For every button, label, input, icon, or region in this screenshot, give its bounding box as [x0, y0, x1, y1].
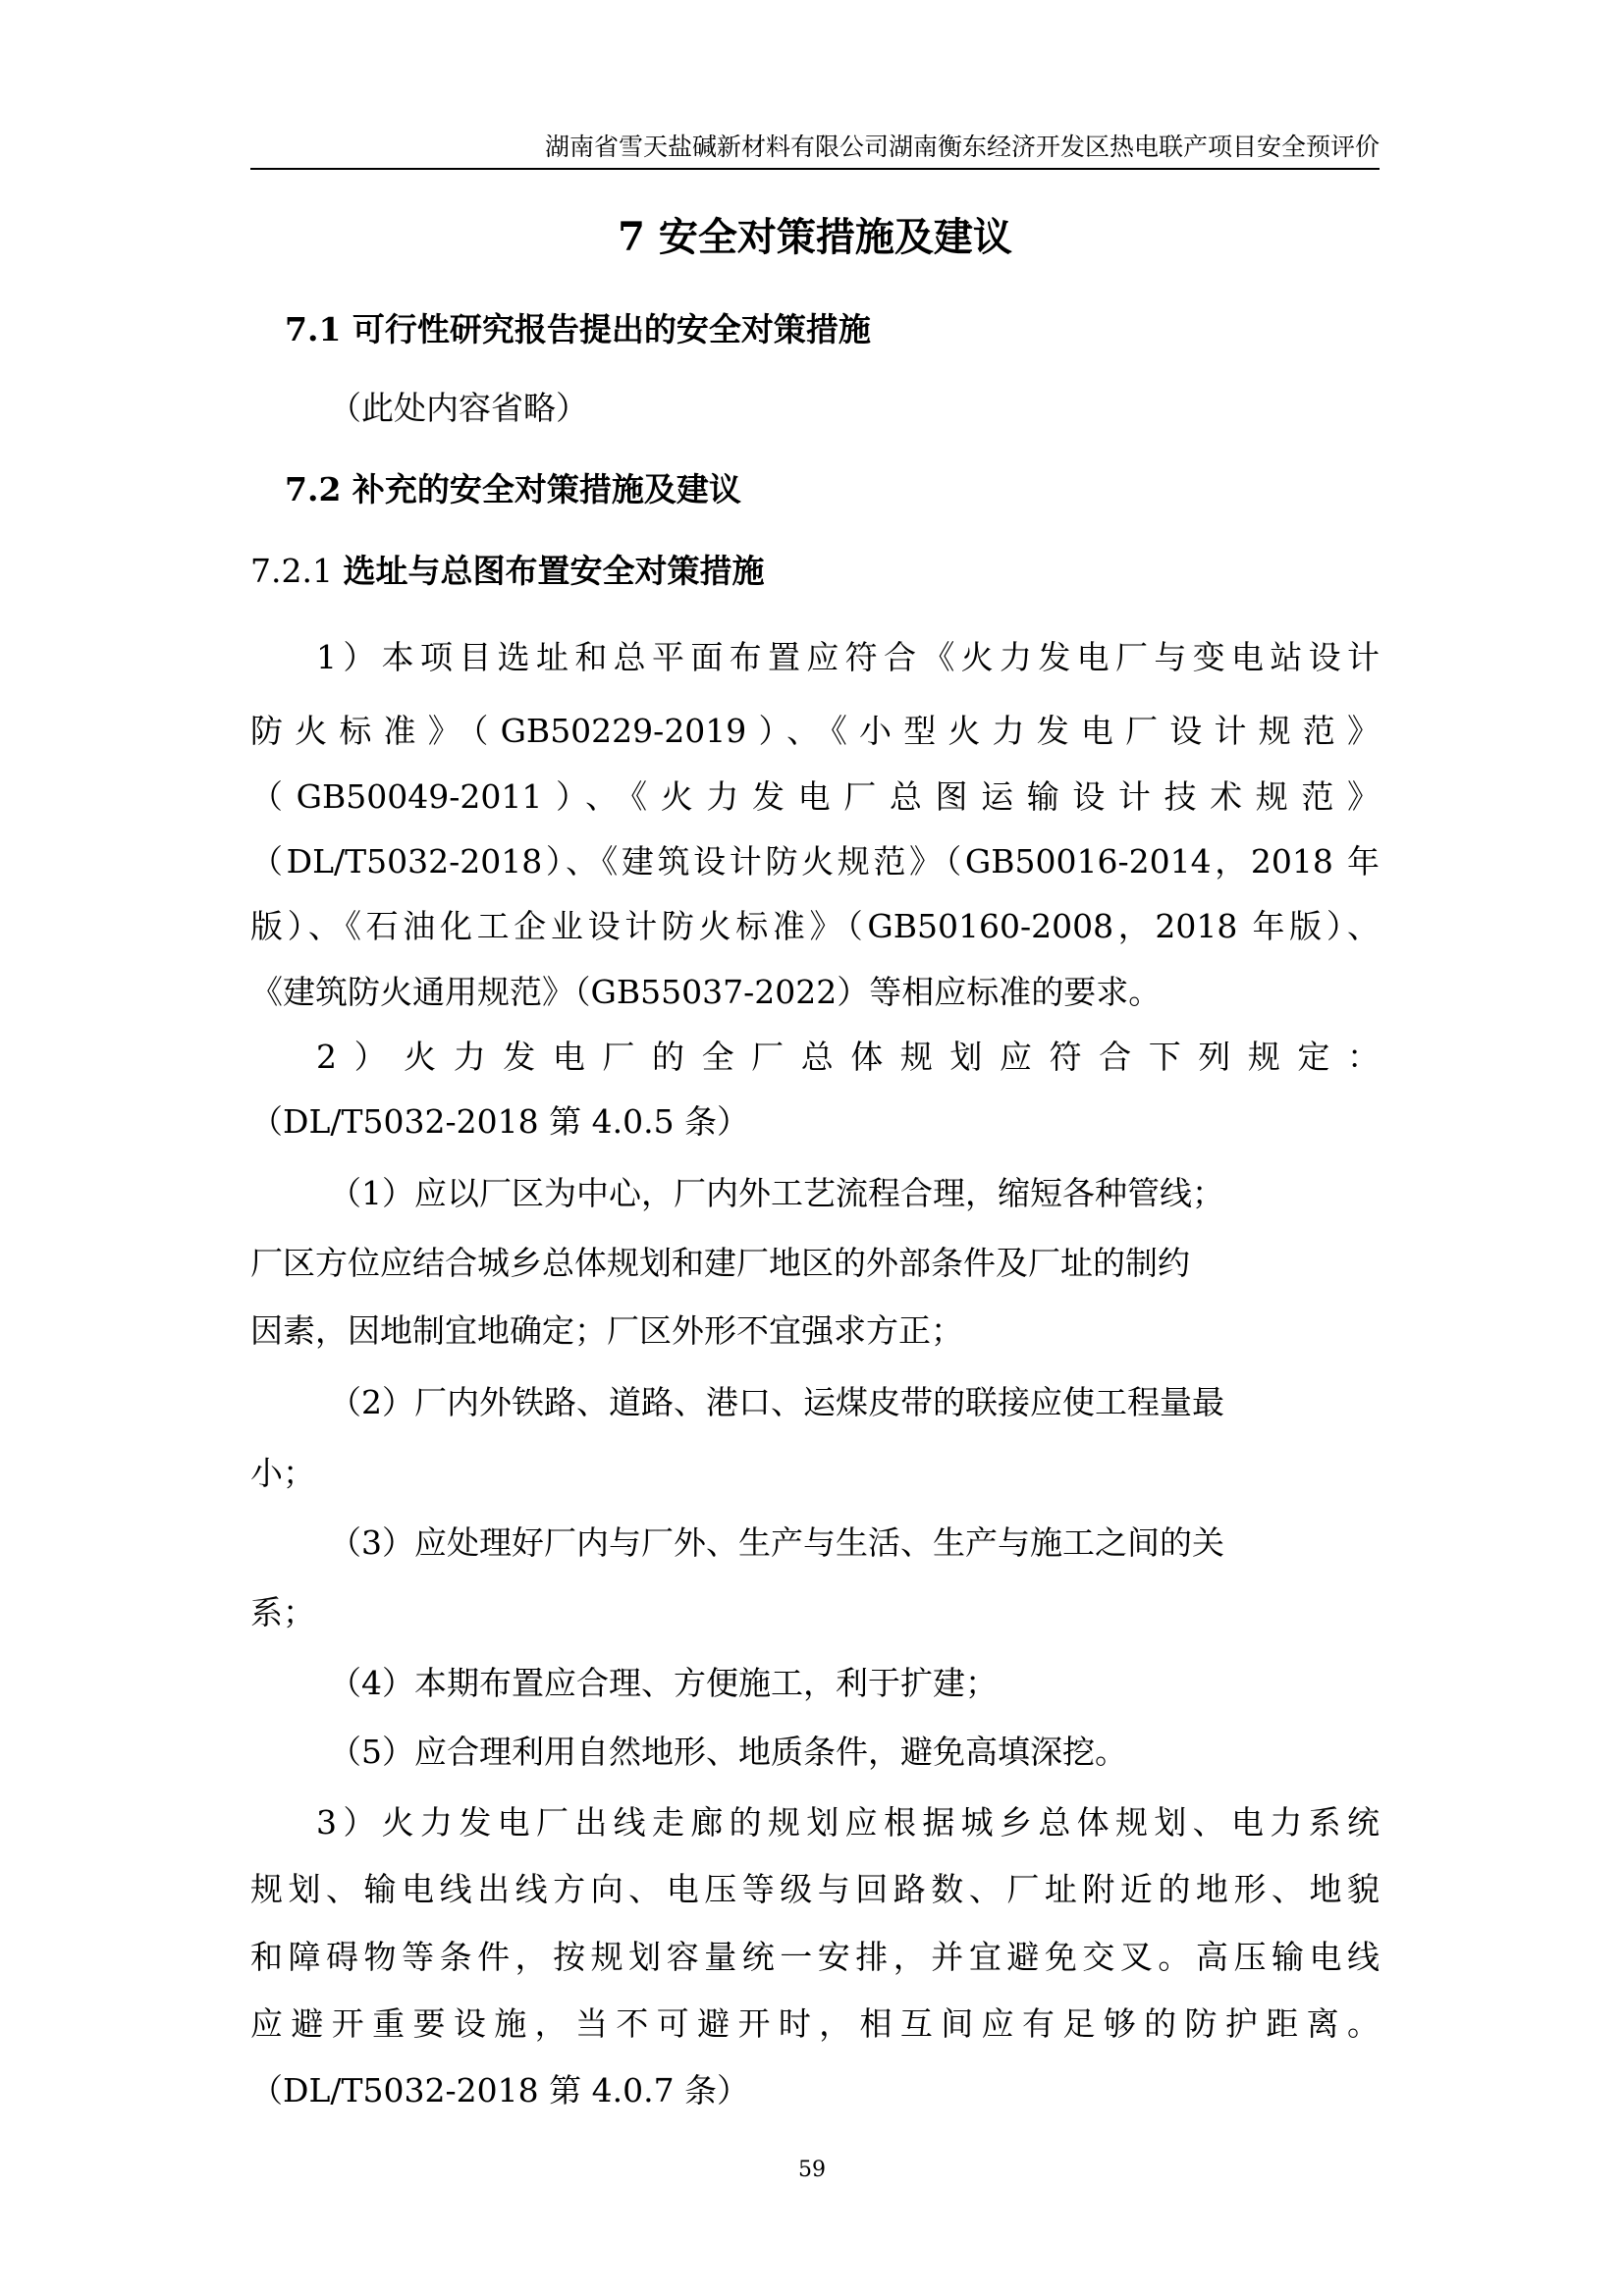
- section-heading-7-2: 7.2 补充的安全对策措施及建议: [285, 470, 741, 508]
- running-header: 湖南省雪天盐碱新材料有限公司湖南衡东经济开发区热电联产项目安全预评价: [544, 133, 1380, 161]
- body-line: 厂区方位应结合城乡总体规划和建厂地区的外部条件及厂址的制约: [250, 1244, 1190, 1282]
- body-line: 3）火力发电厂出线走廊的规划应根据城乡总体规划、电力系统: [316, 1803, 1380, 1842]
- subsection-number: 7.2.1: [250, 552, 333, 590]
- body-line: （DL/T5032-2018 第 4.0.7 条）: [250, 2071, 750, 2109]
- body-line: （3）应处理好厂内与厂外、生产与生活、生产与施工之间的关: [329, 1523, 1224, 1562]
- body-line: （4）本期布置应合理、方便施工，利于扩建；: [329, 1664, 998, 1702]
- body-line: 版）、《石油化工企业设计防火标准》（GB50160-2008，2018 年版）、: [250, 907, 1380, 945]
- body-line: 《建筑防火通用规范》（GB55037-2022）等相应标准的要求。: [250, 973, 1162, 1011]
- page-number: 59: [798, 2158, 826, 2182]
- body-line: 规划、输电线出线方向、电压等级与回路数、厂址附近的地形、地貌: [250, 1870, 1380, 1908]
- body-line: （DL/T5032-2018 第 4.0.5 条）: [250, 1102, 750, 1141]
- body-line: （GB50049-2011）、《火力发电厂总图运输设计技术规范》: [250, 777, 1380, 816]
- body-line: 因素，因地制宜地确定；厂区外形不宜强求方正；: [250, 1311, 963, 1350]
- body-line: 1）本项目选址和总平面布置应符合《火力发电厂与变电站设计: [316, 638, 1380, 676]
- body-line: 系；: [250, 1593, 315, 1631]
- section-heading-7-1: 7.1 可行性研究报告提出的安全对策措施: [285, 310, 871, 348]
- subsection-title: 选址与总图布置安全对策措施: [343, 552, 765, 590]
- body-line: 小；: [250, 1454, 315, 1492]
- body-line: 2）火力发电厂的全厂总体规划应符合下列规定：: [316, 1038, 1380, 1076]
- header-rule: [250, 168, 1380, 170]
- body-line: 和障碍物等条件，按规划容量统一安排，并宜避免交叉。高压输电线: [250, 1938, 1380, 1976]
- chapter-title: 7 安全对策措施及建议: [618, 214, 1012, 260]
- body-line: 应避开重要设施，当不可避开时，相互间应有足够的防护距离。: [250, 2004, 1380, 2043]
- body-line: （2）厂内外铁路、道路、港口、运煤皮带的联接应使工程量最: [329, 1383, 1224, 1421]
- subsection-heading-7-2-1: [250, 547, 764, 596]
- body-line: （DL/T5032-2018）、《建筑设计防火规范》（GB50016-2014，2018 年: [250, 842, 1380, 881]
- omitted-content-note: （此处内容省略）: [329, 389, 588, 427]
- body-line: （1）应以厂区为中心，厂内外工艺流程合理，缩短各种管线；: [329, 1174, 1224, 1212]
- body-line: （5）应合理利用自然地形、地质条件，避免高填深挖。: [329, 1733, 1127, 1771]
- body-line: 防火标准》（GB50229-2019）、《小型火力发电厂设计规范》: [250, 712, 1380, 750]
